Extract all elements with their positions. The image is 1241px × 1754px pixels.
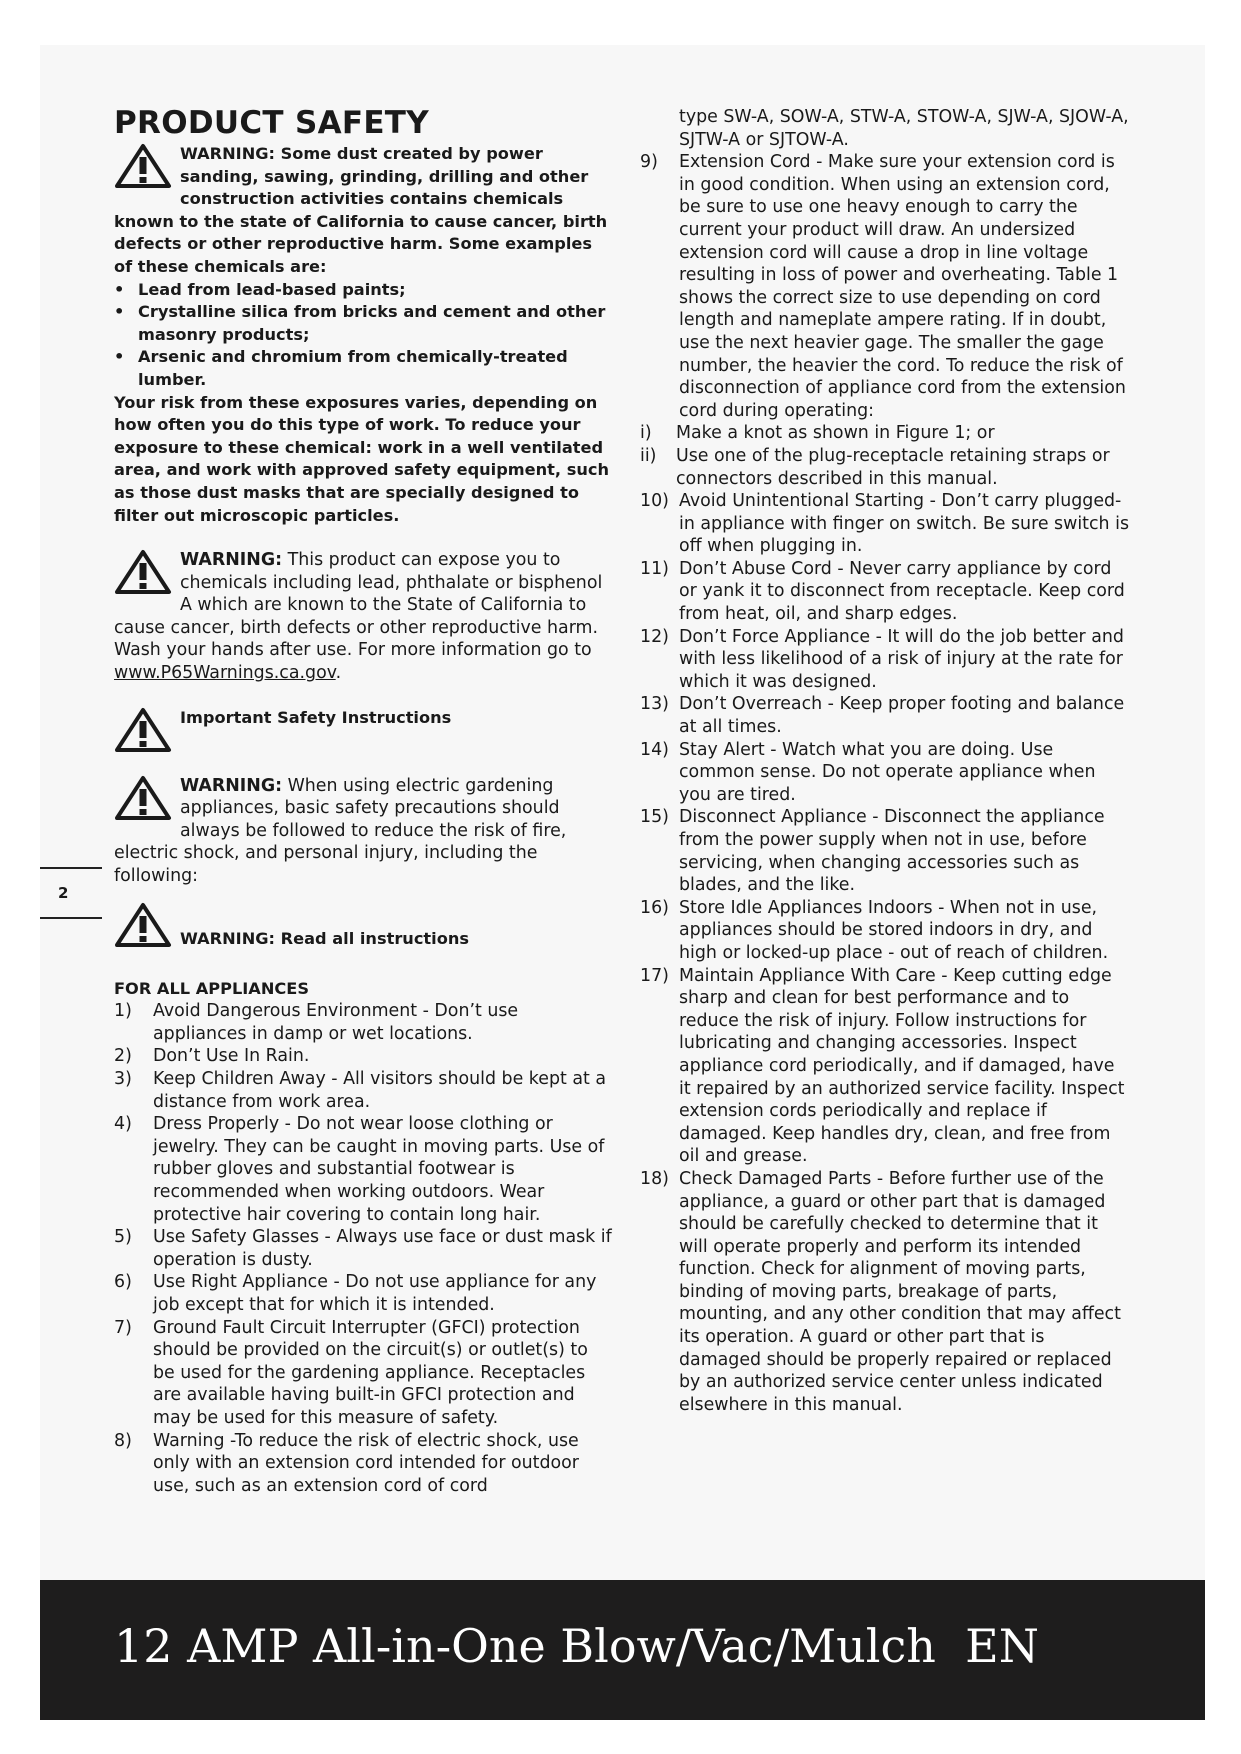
footer-title (114, 1618, 1039, 1674)
list-item: 15) Disconnect Appliance - Disconnect the appliance from the power supply when not in use, before servicing, when changing accessories such as blades, and the like. (640, 807, 1105, 896)
list-subitem: ii) Use one of the plug-receptacle retaining straps or connectors described in this manual. (640, 445, 1110, 489)
left-column (114, 105, 614, 1497)
list-item-continuation: type SW-A, SOW-A, STW-A, STOW-A, SJW-A, SJOW-A, SJTW-A or SJTOW-A. (679, 107, 1129, 150)
bullet-item: • Arsenic and chromium from chemically-treated lumber. (114, 347, 568, 389)
list-item: 16) Store Idle Appliances Indoors - When not in use, appliances should be stored indoors in dry, and high or locked-up place - out of reach of children. (640, 897, 1109, 963)
dust-warning (114, 143, 614, 527)
warning-triangle-icon (114, 775, 172, 821)
list-item: 4) Dress Properly - Do not wear loose clothing or jewelry. They can be caught in moving parts. Use of rubber gloves and substantial footwear is recommended when working outdoors. Wear protective hair covering to contain long hair. (114, 1114, 605, 1225)
page-title: PRODUCT SAFETY (114, 105, 430, 141)
list-item: 12) Don’t Force Appliance - It will do the job better and with less likelihood of a risk of injury at the rate for which it was designed. (640, 626, 1124, 692)
page-number: 2 (40, 867, 102, 919)
electric-warning (114, 775, 614, 888)
warning-label: WARNING: (180, 775, 283, 796)
right-column (640, 106, 1130, 1416)
warning-triangle-icon (114, 902, 172, 948)
bullet-item: • Lead from lead-based paints; (114, 279, 406, 299)
language-code: EN (965, 1619, 1039, 1673)
list-item: 13) Don’t Overreach - Keep proper footing and balance at all times. (640, 694, 1125, 738)
list-item: 1) Avoid Dangerous Environment - Don’t use appliances in damp or wet locations. (114, 1001, 519, 1044)
prop65-warning: WARNING: This product can expose you to chemicals including lead, phthalate or bisphenol A which are known to the State of California to cause cancer, birth defects or other reproductive harm. Wash your hands after use. For more information go to www.P65Warnings.ca.gov. (114, 550, 603, 684)
read-instructions-text: WARNING: Read all instructions (180, 928, 469, 948)
important-safety-heading (114, 707, 614, 753)
electric-warning-text: When using electric gardening appliances, basic safety precautions should always be followed to reduce the risk of fire, electric shock, and personal injury, including the following: (114, 775, 567, 887)
list-item: 14) Stay Alert - Watch what you are doing. Use common sense. Do not operate appliance when you are tired. (640, 739, 1096, 805)
warning-triangle-icon (114, 707, 172, 753)
dust-warning-text: WARNING: Some dust created by power sanding, sawing, grinding, drilling and other construction activities contains chemicals known to the state of California to cause cancer, birth defects or other reproductive harm. Some examples of these chemicals are: (114, 144, 608, 276)
list-item: 5) Use Safety Glasses - Always use face or dust mask if operation is dusty. (114, 1227, 612, 1270)
list-subitem: i) Make a knot as shown in Figure 1; or (640, 423, 995, 444)
important-safety-text: Important Safety Instructions (180, 707, 452, 727)
list-item: 6) Use Right Appliance - Do not use appliance for any job except that for which it is intended. (114, 1272, 597, 1315)
warning-triangle-icon (114, 549, 172, 595)
prop65-text: This product can expose you to chemicals including lead, phthalate or bisphenol A which are known to the State of California to cause cancer, birth defects or other reproductive harm. Wash your hands after use. For more information go to (114, 550, 603, 661)
read-instructions-warning (114, 910, 614, 956)
list-item: 18) Check Damaged Parts - Before further use of the appliance, a guard or other part that is damaged should be carefully checked to determine that it will operate properly and perform its intended function. Check for alignment of moving parts, binding of moving parts, breakage of parts, mounting, and any other condition that may affect its operation. A guard or other part that is damaged should be properly repaired or replaced by an authorized service center unless indicated elsewhere in this manual. (640, 1168, 1121, 1415)
warning-triangle-icon (114, 143, 172, 189)
warning-label: WARNING: (180, 550, 283, 571)
dust-warning-closing: Your risk from these exposures varies, depending on how often you do this type of work. To reduce your exposure to these chemical: work in a well ventilated area, and work with approved safety equipment, such as those dust masks that are specially designed to filter out microscopic particles. (114, 392, 609, 525)
list-item: 8) Warning -To reduce the risk of electric shock, use only with an extension cord intended for outdoor use, such as an extension cord of cord (114, 1430, 579, 1496)
section-heading: FOR ALL APPLIANCES (114, 978, 309, 998)
list-item: 11) Don’t Abuse Cord - Never carry appliance by cord or yank it to disconnect from receptacle. Keep cord from heat, oil, and sharp edges. (640, 558, 1125, 625)
list-item: 2) Don’t Use In Rain. (114, 1046, 310, 1067)
p65-link[interactable]: www.P65Warnings.ca.gov (114, 663, 336, 684)
footer-bar (40, 1580, 1205, 1720)
list-item: 17) Maintain Appliance With Care - Keep cutting edge sharp and clean for best performance and to reduce the risk of injury. Follow instructions for lubricating and changing accessories. Inspect appliance cord periodically, and if damaged, have it repaired by an authorized service facility. Inspect extension cords periodically and replace if damaged. Keep handles dry, clean, and free from oil and grease. (640, 965, 1125, 1167)
list-item: 3) Keep Children Away - All visitors should be kept at a distance from work area. (114, 1069, 606, 1112)
list-item: 10) Avoid Unintentional Starting - Don’t carry plugged-in appliance with finger on switch. Be sure switch is off when plugging in. (640, 491, 1129, 557)
list-item: 7) Ground Fault Circuit Interrupter (GFCI) protection should be provided on the circuit(s) or outlet(s) to be used for the gardening appliance. Receptacles are available having built-in GFCI protection and may be used for this measure of safety. (114, 1317, 588, 1428)
list-item: 9) Extension Cord - Make sure your extension cord is in good condition. When using an extension cord, be sure to use one heavy enough to carry the current your product will draw. An undersized extension cord will cause a drop in line voltage resulting in loss of power and overheating. Table 1 shows the correct size to use depending on cord length and nameplate ampere rating. If in doubt, use the next heavier gage. The smaller the gage number, the heavier the cord. To reduce the risk of disconnection of appliance cord from the extension cord during operating: (640, 152, 1126, 421)
product-name: 12 AMP All-in-One Blow/Vac/Mulch (114, 1619, 936, 1673)
bullet-item: • Crystalline silica from bricks and cement and other masonry products; (114, 302, 606, 344)
